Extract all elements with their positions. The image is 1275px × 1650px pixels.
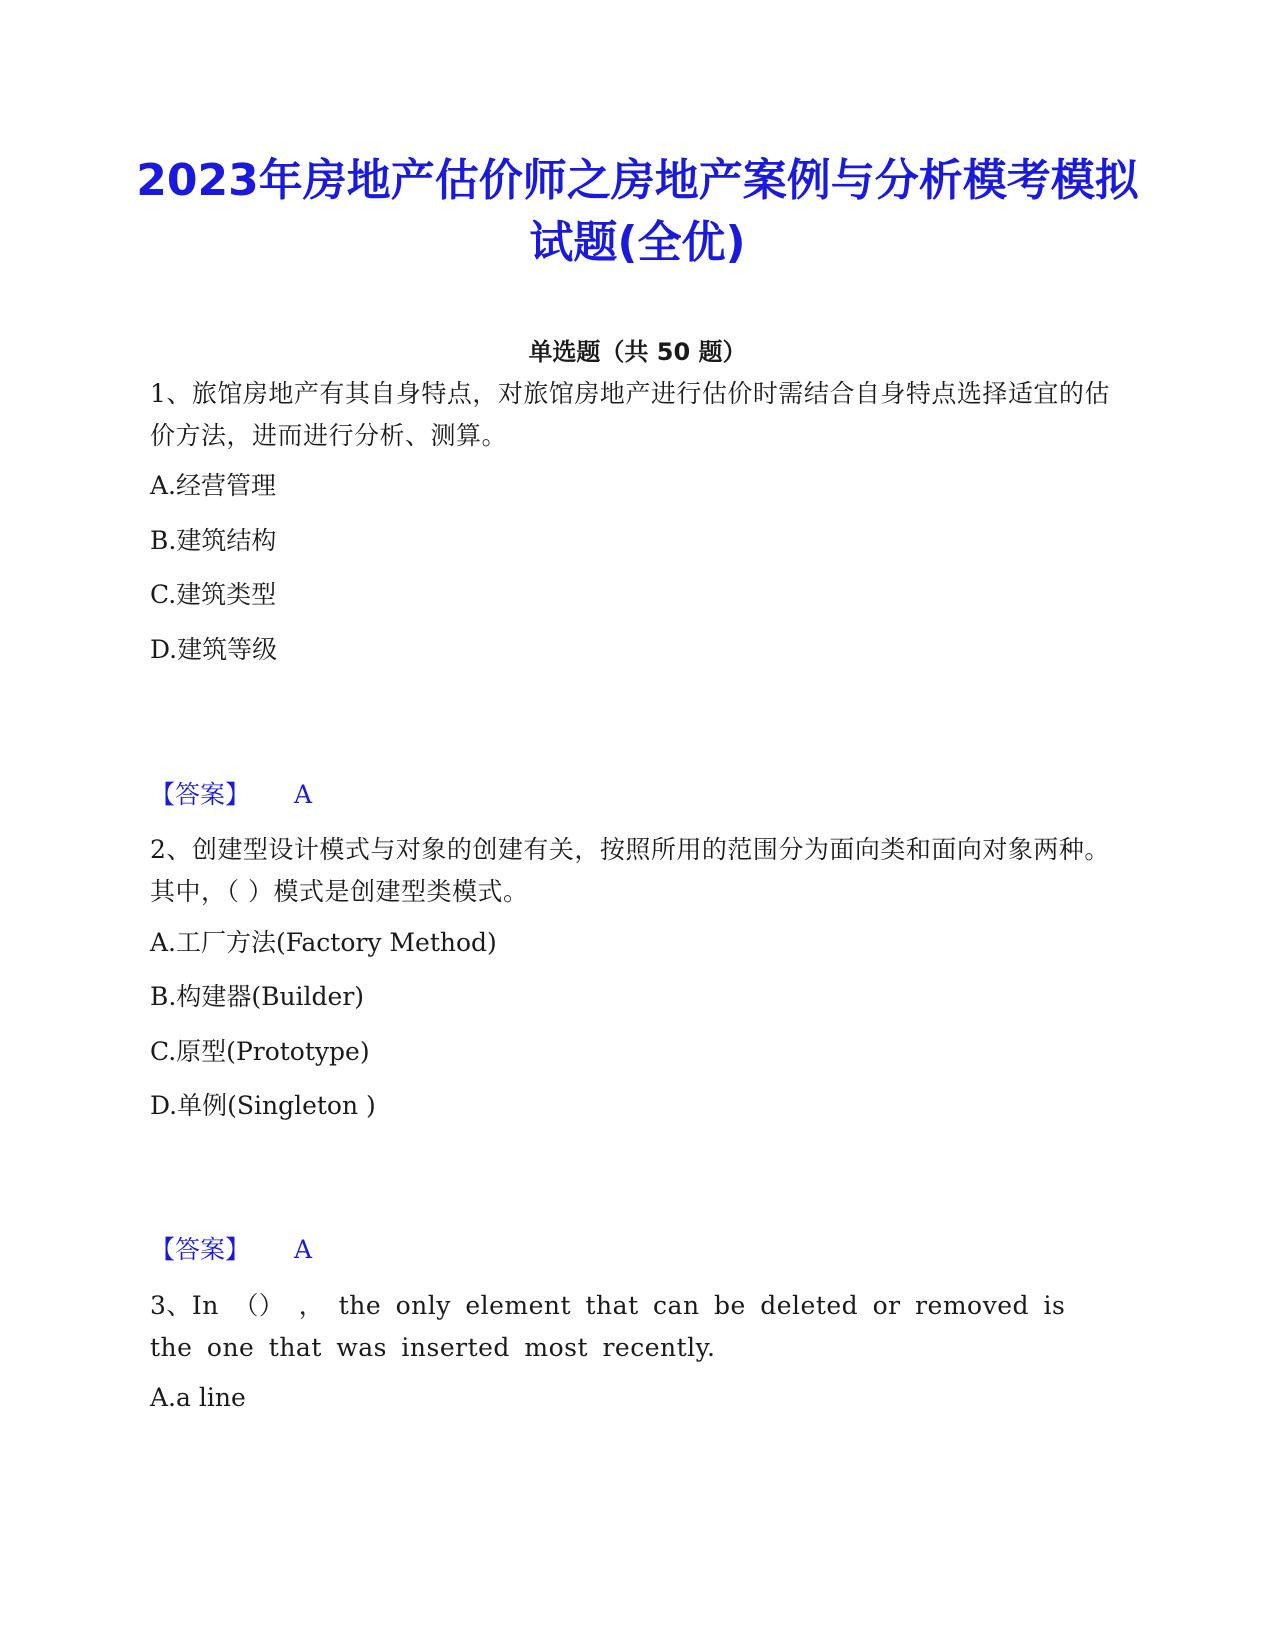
question-1-option-c: C.建筑类型 [150,580,277,609]
answer-label: 【答案】 [150,1235,251,1264]
question-1-answer [150,778,312,812]
question-2-option-a: A.工厂方法(Factory Method) [150,928,497,957]
document-title: 2023年房地产估价师之房地产案例与分析模考模拟试题(全优) [136,155,1139,268]
question-1-option-d: D.建筑等级 [150,635,278,664]
question-2-stem: 2、创建型设计模式与对象的创建有关，按照所用的范围分为面向类和面向对象两种。其中，（ ）模式是创建型类模式。 [150,835,1110,906]
answer-value: A [294,1235,313,1264]
section-heading: 单选题（共 50 题） [528,338,747,366]
answer-label: 【答案】 [150,780,251,809]
question-1-stem: 1、旅馆房地产有其自身特点，对旅馆房地产进行估价时需结合自身特点选择适宜的估价方法，进而进行分析、测算。 [150,379,1110,450]
question-1-option-b: B.建筑结构 [150,526,277,555]
question-3-stem: 3、In （） ， the only element that can be deleted or removed is the one that was inserted most recently. [150,1291,1066,1362]
answer-value: A [294,780,313,809]
question-2-option-b: B.构建器(Builder) [150,982,365,1011]
question-1-option-a: A.经营管理 [150,471,277,500]
question-3-option-a: A.a line [150,1383,246,1412]
question-2-option-c: C.原型(Prototype) [150,1037,370,1066]
question-2-option-d: D.单例(Singleton ) [150,1091,376,1120]
question-2-answer [150,1233,312,1267]
